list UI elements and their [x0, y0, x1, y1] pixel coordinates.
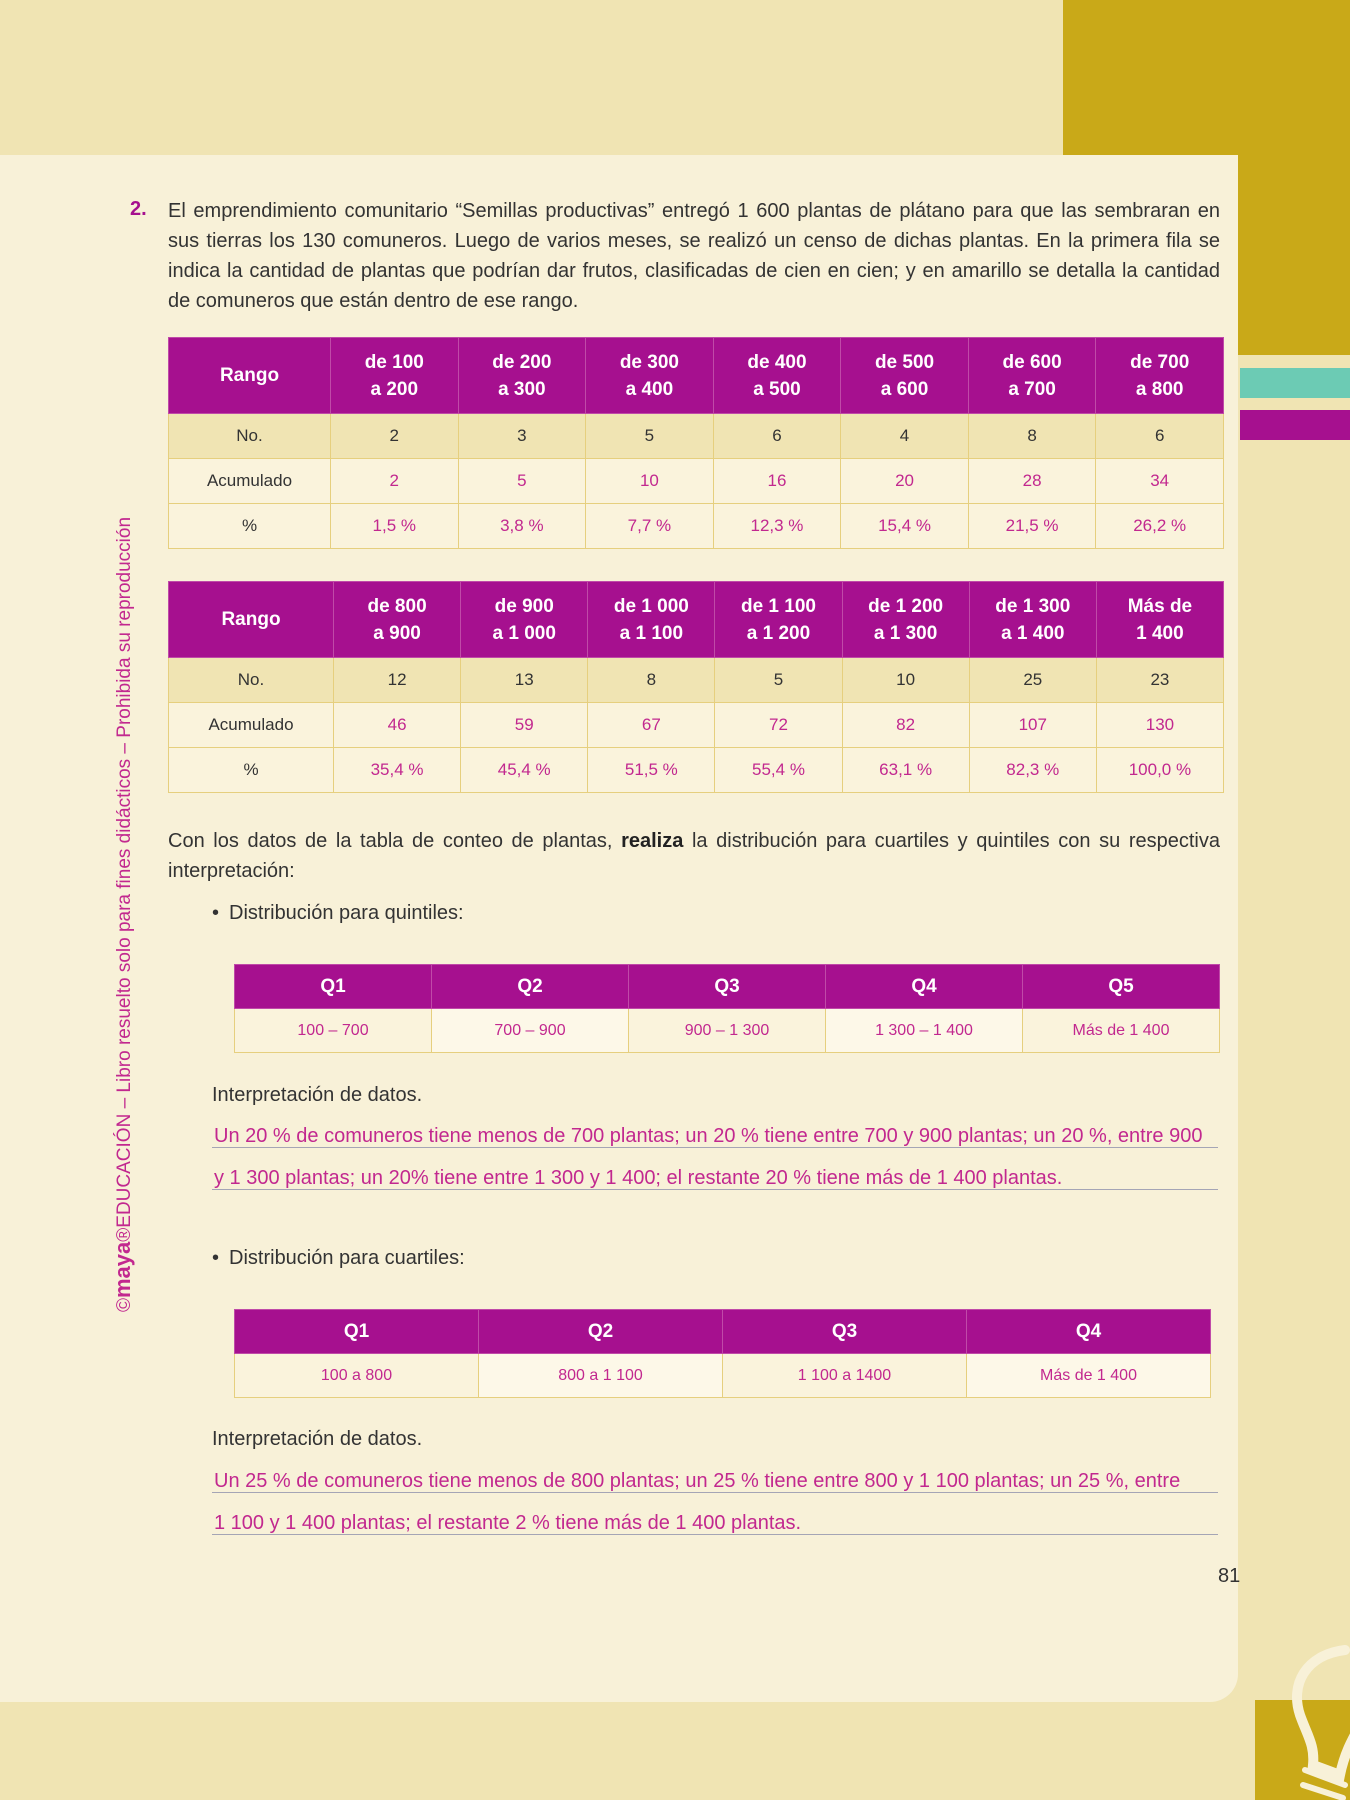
cumulative-cell: 5	[458, 459, 586, 504]
percent-cell: 3,8 %	[458, 504, 586, 549]
range-cell: de 900 a 1 000	[461, 582, 588, 658]
count-cell: 6	[1096, 414, 1224, 459]
table-row	[235, 1354, 1211, 1398]
range-cell: de 1 200 a 1 300	[842, 582, 969, 658]
count-cell: 2	[331, 414, 459, 459]
quartile-value: 1 100 a 1400	[723, 1354, 967, 1398]
quintiles-answer-line-2: y 1 300 plantas; un 20% tiene entre 1 300 y 1 400; el restante 20 % tiene más de 1 400 plantas.	[214, 1167, 1063, 1189]
range-cell: de 400 a 500	[713, 338, 841, 414]
lightbulb-icon	[1285, 1640, 1350, 1800]
cumulative-cell: 10	[586, 459, 714, 504]
table-row	[169, 658, 1224, 703]
range-table-1	[168, 337, 1224, 549]
count-cell: 8	[588, 658, 715, 703]
quartile-header: Q2	[479, 1310, 723, 1354]
count-cell: 5	[715, 658, 842, 703]
quintile-header: Q4	[826, 965, 1023, 1009]
count-cell: 23	[1096, 658, 1223, 703]
percent-cell: 26,2 %	[1096, 504, 1224, 549]
quintile-value: 100 – 700	[235, 1009, 432, 1053]
count-cell: 25	[969, 658, 1096, 703]
cumulative-cell: 46	[334, 703, 461, 748]
page-number: 81	[1218, 1565, 1241, 1587]
magenta-tab-marker	[1240, 410, 1350, 440]
row-label: No.	[169, 414, 331, 459]
table-row	[235, 1009, 1220, 1053]
range-header: Rango	[169, 338, 331, 414]
count-cell: 6	[713, 414, 841, 459]
count-cell: 12	[334, 658, 461, 703]
table-row	[169, 703, 1224, 748]
range-cell: de 700 a 800	[1096, 338, 1224, 414]
percent-cell: 55,4 %	[715, 748, 842, 793]
cumulative-cell: 59	[461, 703, 588, 748]
range-cell: de 100 a 200	[331, 338, 459, 414]
cumulative-cell: 107	[969, 703, 1096, 748]
cumulative-cell: 130	[1096, 703, 1223, 748]
percent-cell: 7,7 %	[586, 504, 714, 549]
quintile-value: 1 300 – 1 400	[826, 1009, 1023, 1053]
percent-cell: 35,4 %	[334, 748, 461, 793]
cuartiles-table	[234, 1309, 1211, 1398]
cumulative-cell: 16	[713, 459, 841, 504]
answer-rule	[212, 1492, 1218, 1493]
count-cell: 5	[586, 414, 714, 459]
cumulative-cell: 67	[588, 703, 715, 748]
percent-cell: 63,1 %	[842, 748, 969, 793]
range-table-2	[168, 581, 1224, 793]
quartile-header: Q3	[723, 1310, 967, 1354]
percent-cell: 1,5 %	[331, 504, 459, 549]
count-cell: 8	[968, 414, 1096, 459]
percent-cell: 12,3 %	[713, 504, 841, 549]
cumulative-cell: 20	[841, 459, 969, 504]
range-cell: de 600 a 700	[968, 338, 1096, 414]
cumulative-cell: 72	[715, 703, 842, 748]
percent-cell: 100,0 %	[1096, 748, 1223, 793]
range-cell: de 200 a 300	[458, 338, 586, 414]
table-row	[169, 414, 1224, 459]
range-cell: de 1 000 a 1 100	[588, 582, 715, 658]
range-cell: de 500 a 600	[841, 338, 969, 414]
quartile-header: Q1	[235, 1310, 479, 1354]
count-cell: 10	[842, 658, 969, 703]
quintile-header: Q3	[629, 965, 826, 1009]
table-row	[169, 748, 1224, 793]
percent-cell: 51,5 %	[588, 748, 715, 793]
cuartiles-bullet: • Distribución para cuartiles:	[212, 1247, 465, 1270]
quartile-value: Más de 1 400	[967, 1354, 1211, 1398]
copyright-vertical-text: ©maya®EDUCACIÓN – Libro resuelto solo para fines didácticos – Prohibida su reproducción	[110, 516, 135, 1312]
quintile-value: Más de 1 400	[1023, 1009, 1220, 1053]
row-label: Acumulado	[169, 459, 331, 504]
cumulative-cell: 34	[1096, 459, 1224, 504]
cuartiles-answer-line-1: Un 25 % de comuneros tiene menos de 800 plantas; un 25 % tiene entre 800 y 1 100 plantas; un 25 %, entre	[214, 1470, 1181, 1492]
percent-cell: 21,5 %	[968, 504, 1096, 549]
instruction-text: Con los datos de la tabla de conteo de plantas, realiza la distribución para cuartiles y quintiles con su respectiva interpretación:	[168, 830, 1221, 882]
quintiles-answer-line-1: Un 20 % de comuneros tiene menos de 700 plantas; un 20 % tiene entre 700 y 900 plantas; un 20 %, entre 900	[214, 1125, 1203, 1147]
cumulative-cell: 82	[842, 703, 969, 748]
range-cell: de 300 a 400	[586, 338, 714, 414]
right-margin-strip	[1238, 355, 1350, 1800]
percent-cell: 82,3 %	[969, 748, 1096, 793]
row-label: No.	[169, 658, 334, 703]
table-row	[169, 459, 1224, 504]
exercise-number: 2.	[130, 198, 147, 220]
range-cell: de 800 a 900	[334, 582, 461, 658]
quintile-value: 700 – 900	[432, 1009, 629, 1053]
teal-tab-marker	[1240, 368, 1350, 398]
row-label: %	[169, 748, 334, 793]
quintiles-table	[234, 964, 1220, 1053]
quintiles-bullet: • Distribución para quintiles:	[212, 902, 464, 925]
quintile-value: 900 – 1 300	[629, 1009, 826, 1053]
quintile-header: Q2	[432, 965, 629, 1009]
quintiles-interpretation-title: Interpretación de datos.	[212, 1084, 423, 1106]
cumulative-cell: 28	[968, 459, 1096, 504]
range-header: Rango	[169, 582, 334, 658]
count-cell: 3	[458, 414, 586, 459]
cuartiles-answer-line-2: 1 100 y 1 400 plantas; el restante 2 % tiene más de 1 400 plantas.	[214, 1512, 802, 1534]
quintile-header: Q1	[235, 965, 432, 1009]
quintile-header: Q5	[1023, 965, 1220, 1009]
table-row	[169, 504, 1224, 549]
row-label: %	[169, 504, 331, 549]
quartile-value: 800 a 1 100	[479, 1354, 723, 1398]
percent-cell: 15,4 %	[841, 504, 969, 549]
count-cell: 13	[461, 658, 588, 703]
range-cell: Más de 1 400	[1096, 582, 1223, 658]
row-label: Acumulado	[169, 703, 334, 748]
range-cell: de 1 300 a 1 400	[969, 582, 1096, 658]
quartile-value: 100 a 800	[235, 1354, 479, 1398]
quartile-header: Q4	[967, 1310, 1211, 1354]
exercise-text: El emprendimiento comunitario “Semillas productivas” entregó 1 600 plantas de plátano para que las sembraran en sus tierras los 130 comuneros. Luego de varios meses, se realizó un censo de dichas plantas. En la primera fila se indica la cantidad de plantas que podrían dar frutos, clasificadas de cien en cien; y en amarillo se detalla la cantidad de comuneros que están dentro de ese rango.	[168, 200, 1220, 312]
range-cell: de 1 100 a 1 200	[715, 582, 842, 658]
answer-rule	[212, 1189, 1218, 1190]
percent-cell: 45,4 %	[461, 748, 588, 793]
count-cell: 4	[841, 414, 969, 459]
cuartiles-interpretation-title: Interpretación de datos.	[212, 1428, 423, 1450]
brand-logo: maya	[110, 1241, 135, 1298]
cumulative-cell: 2	[331, 459, 459, 504]
answer-rule	[212, 1147, 1218, 1148]
answer-rule	[212, 1534, 1218, 1535]
